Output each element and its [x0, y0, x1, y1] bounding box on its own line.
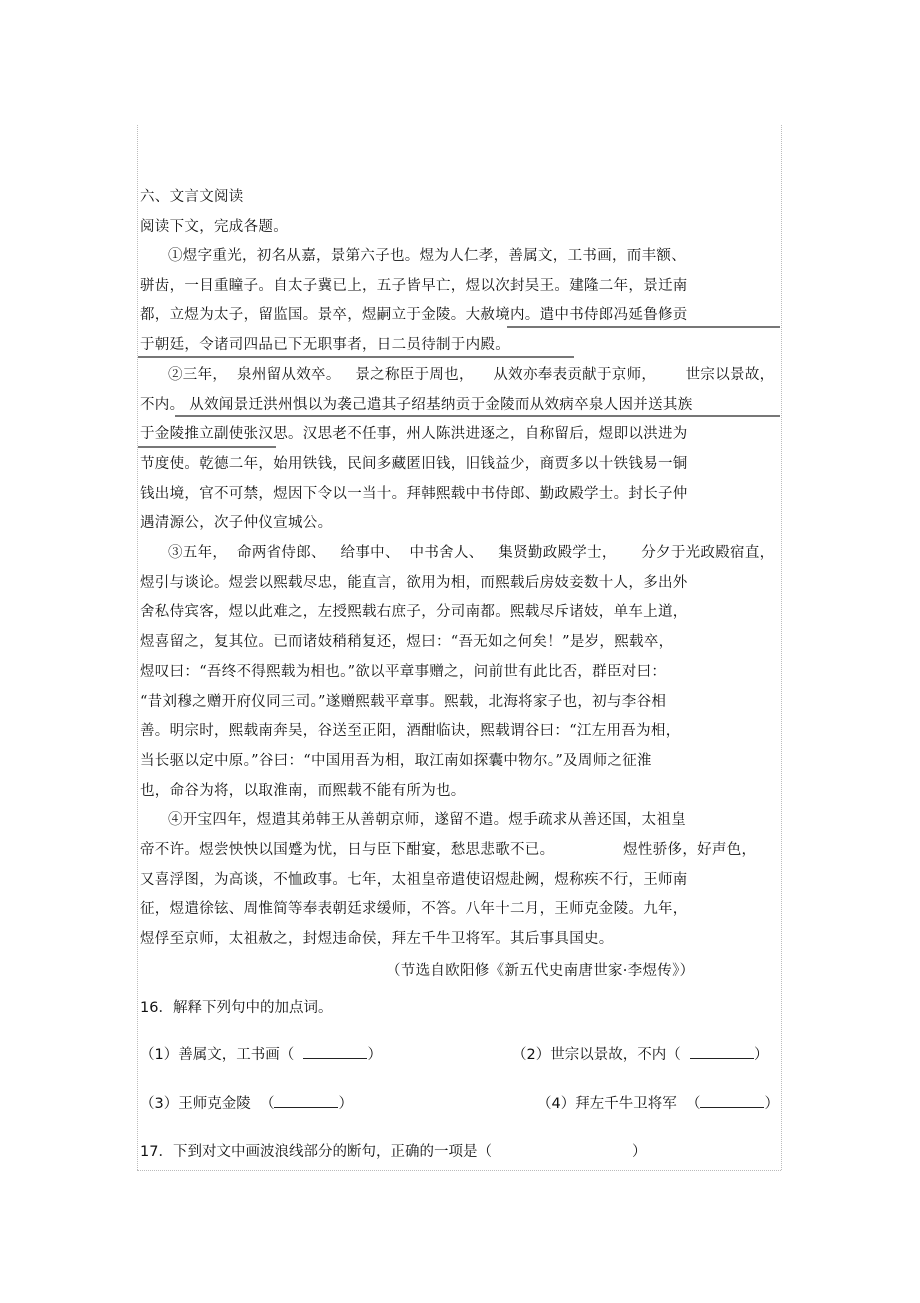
- question-16-item-1: [140, 1044, 382, 1064]
- passage-line: 于朝廷，令诸司四品已下无职事者，日二员待制于内殿。: [140, 337, 510, 354]
- passage-line: ④开宝四年，煜遣其弟韩王从善朝京师，遂留不遣。煜手疏求从善还国，太祖皇: [168, 812, 686, 829]
- passage-line: 又喜浮图，为高谈，不恤政事。七年，太祖皇帝遣使诏煜赴阙，煜称疾不行，王师南: [140, 871, 688, 888]
- item-text: （2）世宗以景故，不内（: [512, 1047, 681, 1063]
- passage-line: 骈齿，一目重瞳子。自太子冀已上，五子皆早亡，煜以次封吴王。建隆二年，景迁南: [140, 277, 688, 294]
- instruction: 阅读下文，完成各题。: [140, 219, 288, 235]
- passage-line: ③五年， 命两省侍郎、 给事中、 中书舍人、 集贤勤政殿学士， 分夕于光政殿宿直，: [168, 545, 775, 561]
- question-16-item-2: [512, 1044, 768, 1064]
- passage-line: 煜俘至京师，太祖赦之，封煜违命侯，拜左千牛卫将军。其后事具国史。: [140, 931, 614, 948]
- item-close: ）: [753, 1047, 769, 1063]
- passage-line: 钱出境，官不可禁，煜因下令以一当十。拜韩熙载中书侍郎、勤政殿学士。封长子仲: [140, 485, 688, 502]
- passage-line: “昔刘穆之赠开府仪同三司。”遂赠熙载平章事。熙载，北海将家子也，初与李谷相: [140, 693, 667, 710]
- passage-line: 煜叹曰：“吾终不得熙载为相也。”欲以平章事赠之，问前世有此比否，群臣对曰：: [140, 663, 667, 680]
- item-close: ）: [367, 1047, 382, 1063]
- citation: （节选自欧阳修《新五代史南唐世家·李煜传》）: [386, 963, 695, 979]
- passage-line: 煜引与谈论。煜尝以熙载尽忠，能直言，欲用为相，而熙载后房妓妾数十人，多出外: [140, 574, 688, 591]
- passage-line: 节度使。乾德二年，始用铁钱，民间多藏匿旧钱，旧钱益少，商贾多以十铁钱易一铜: [140, 455, 688, 472]
- item-close: ）: [764, 1096, 779, 1112]
- page-border-right: [781, 125, 782, 1170]
- passage-line: 善。明宗时，熙载南奔吴，谷送至正阳，酒酣临诀，熙载谓谷曰：“江左用吾为相，: [140, 723, 681, 740]
- passage-line: 煜喜留之，复其位。已而诸妓稍稍复还，煜曰：“吾无如之何矣！”是岁，熙载卒，: [140, 634, 674, 651]
- wavy-underline: [507, 326, 780, 328]
- passage-line: 征，煜遣徐铉、周惟简等奉表朝廷求缓师，不答。八年十二月，王师克金陵。九年，: [140, 901, 688, 918]
- passage-line: 都，立煜为太子，留监国。景卒，煜嗣立于金陵。大赦境内。遣中书侍郎冯延鲁修贡: [140, 307, 688, 324]
- passage-line: 于金陵推立副使张汉思。汉思老不任事，州人陈洪进逐之，自称留后，煜即以洪进为: [140, 426, 688, 443]
- page-border-bottom: [137, 1170, 781, 1171]
- item-text: （3）王师克金陵 （: [140, 1096, 275, 1112]
- item-text: （1）善属文，工书画（: [140, 1047, 295, 1063]
- wavy-underline: [138, 356, 574, 358]
- item-close: ）: [338, 1096, 353, 1112]
- passage-line: 帝不许。煜尝怏怏以国蹙为忧，日与臣下酣宴，愁思悲歌不已。 煜性骄侈，好声色，: [140, 842, 757, 858]
- question-16-item-4: [537, 1093, 779, 1113]
- question-17-text: 17．下到对文中画波浪线部分的断句，正确的一项是（: [140, 1144, 492, 1160]
- question-17-close: ）: [631, 1144, 647, 1160]
- question-16-item-3: [140, 1093, 353, 1113]
- wavy-underline: [175, 415, 780, 417]
- section-title: 六、文言文阅读: [140, 189, 244, 205]
- answer-blank[interactable]: [274, 1093, 338, 1108]
- wavy-underline: [138, 446, 276, 448]
- passage-line: 不内。 从效闻景迁洪州惧以为袭己遣其子绍基纳贡于金陵而从效病卒泉人因并送其族: [140, 396, 693, 413]
- passage-line: 也，命谷为将，以取淮南，而熙载不能有所为也。: [140, 782, 466, 799]
- item-text: （4）拜左千牛卫将军 （: [537, 1096, 701, 1112]
- answer-blank[interactable]: [700, 1093, 764, 1108]
- question-17: [140, 1143, 646, 1161]
- passage-line: 遇清源公，次子仲仪宣城公。: [140, 515, 333, 532]
- page-border-left: [137, 125, 138, 1170]
- passage-line: ①煜字重光，初名从嘉，景第六子也。煜为人仁孝，善属文，工书画，而丰额、: [168, 248, 686, 264]
- passage-line: 当长驱以定中原。”谷曰：“中国用吾为相，取江南如探囊中物尔。”及周师之征淮: [140, 752, 652, 769]
- answer-blank[interactable]: [690, 1044, 754, 1059]
- question-16-title: 16．解释下列句中的加点词。: [140, 1000, 333, 1016]
- answer-blank[interactable]: [303, 1044, 367, 1059]
- passage-line: 舍私侍宾客，煜以此难之，左授熙载右庶子，分司南都。熙载尽斥诸妓，单车上道，: [140, 604, 688, 621]
- passage-line: ②三年， 泉州留从效卒。 景之称臣于周也， 从效亦奉表贡献于京师， 世宗以景故，: [168, 366, 775, 383]
